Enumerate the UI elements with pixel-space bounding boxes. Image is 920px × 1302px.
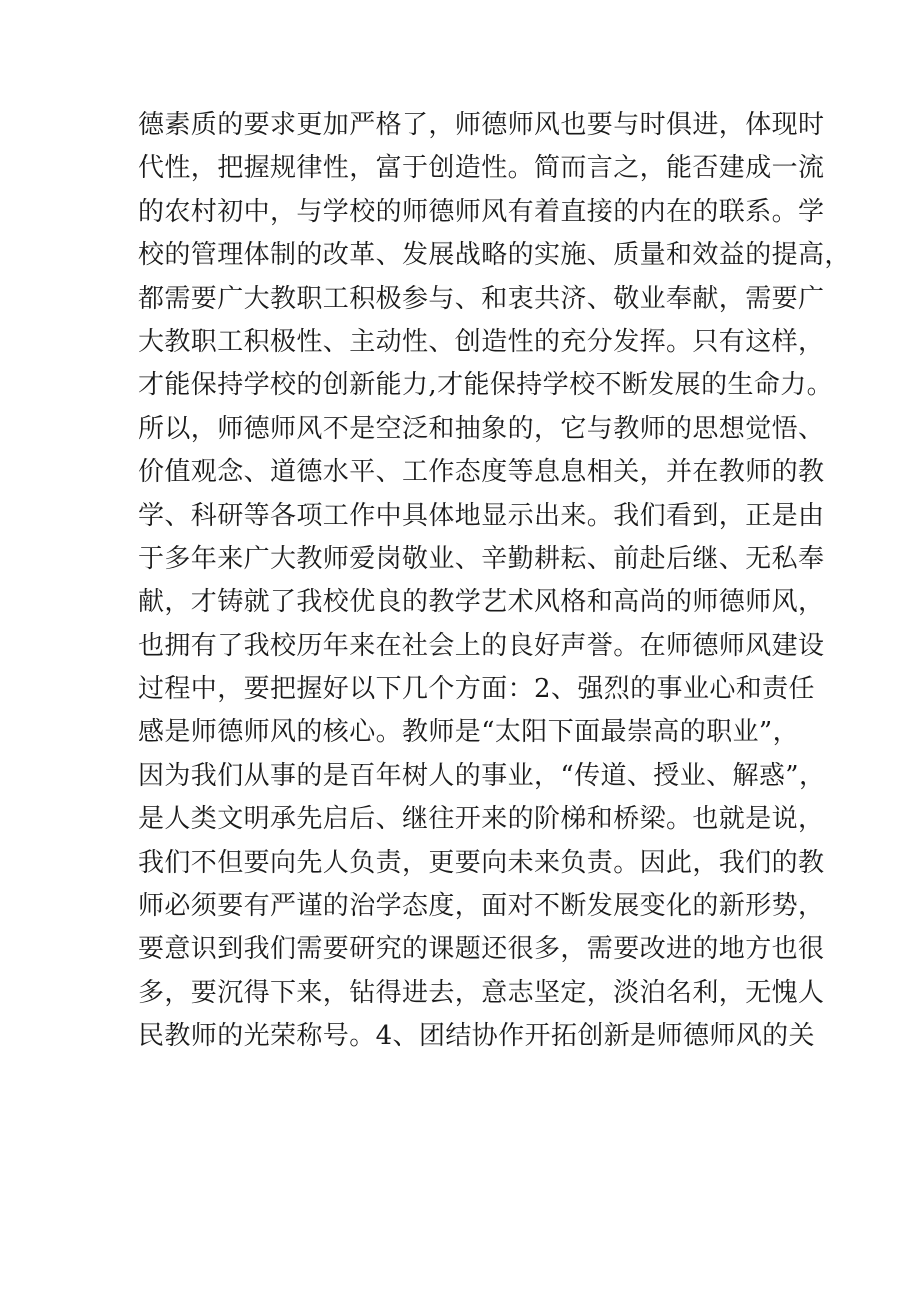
text-line: 才能保持学校的创新能力,才能保持学校不断发展的生命力。 (138, 370, 834, 401)
text-line: 所以，师德师风不是空泛和抽象的，它与教师的思想觉悟、 (138, 413, 825, 444)
text-line: 学、科研等各项工作中具体地显示出来。我们看到，正是由 (138, 500, 825, 531)
text-line: 因为我们从事的是百年树人的事业，“传道、授业、解惑”， (138, 760, 826, 791)
text-line: 过程中，要把握好以下几个方面：2、强烈的事业心和责任 (138, 674, 815, 705)
text-line: 于多年来广大教师爱岗敬业、辛勤耕耘、前赴后继、无私奉 (138, 543, 825, 574)
text-line: 代性，把握规律性，富于创造性。简而言之，能否建成一流 (138, 153, 825, 184)
text-line: 师必须要有严谨的治学态度，面对不断发展变化的新形势， (138, 891, 825, 922)
text-line: 要意识到我们需要研究的课题还很多，需要改进的地方也很 (138, 934, 825, 965)
text-line: 大教职工积极性、主动性、创造性的充分发挥。只有这样， (138, 326, 825, 357)
text-line: 多，要沉得下来，钻得进去，意志坚定，淡泊名利，无愧人 (138, 977, 825, 1008)
text-line: 校的管理体制的改革、发展战略的实施、质量和效益的提高， (138, 240, 851, 271)
text-line: 是人类文明承先启后、继往开来的阶梯和桥梁。也就是说， (138, 804, 825, 835)
text-line: 我们不但要向先人负责，更要向未来负责。因此，我们的教 (138, 847, 825, 878)
text-line: 献，才铸就了我校优良的教学艺术风格和高尚的师德师风， (138, 587, 825, 618)
text-line: 价值观念、道德水平、工作态度等息息相关，并在教师的教 (138, 457, 825, 488)
text-line: 都需要广大教职工积极参与、和衷共济、敬业奉献，需要广 (138, 283, 825, 314)
text-line: 的农村初中，与学校的师德师风有着直接的内在的联系。学 (138, 196, 825, 227)
body-text (138, 104, 851, 1059)
text-line: 感是师德师风的核心。教师是“太阳下面最崇高的职业”， (138, 717, 799, 748)
text-line: 民教师的光荣称号。4、团结协作开拓创新是师德师风的关 (138, 1021, 815, 1052)
text-line: 也拥有了我校历年来在社会上的良好声誉。在师德师风建设 (138, 630, 825, 661)
text-line: 德素质的要求更加严格了，师德师风也要与时俱进，体现时 (138, 110, 825, 140)
